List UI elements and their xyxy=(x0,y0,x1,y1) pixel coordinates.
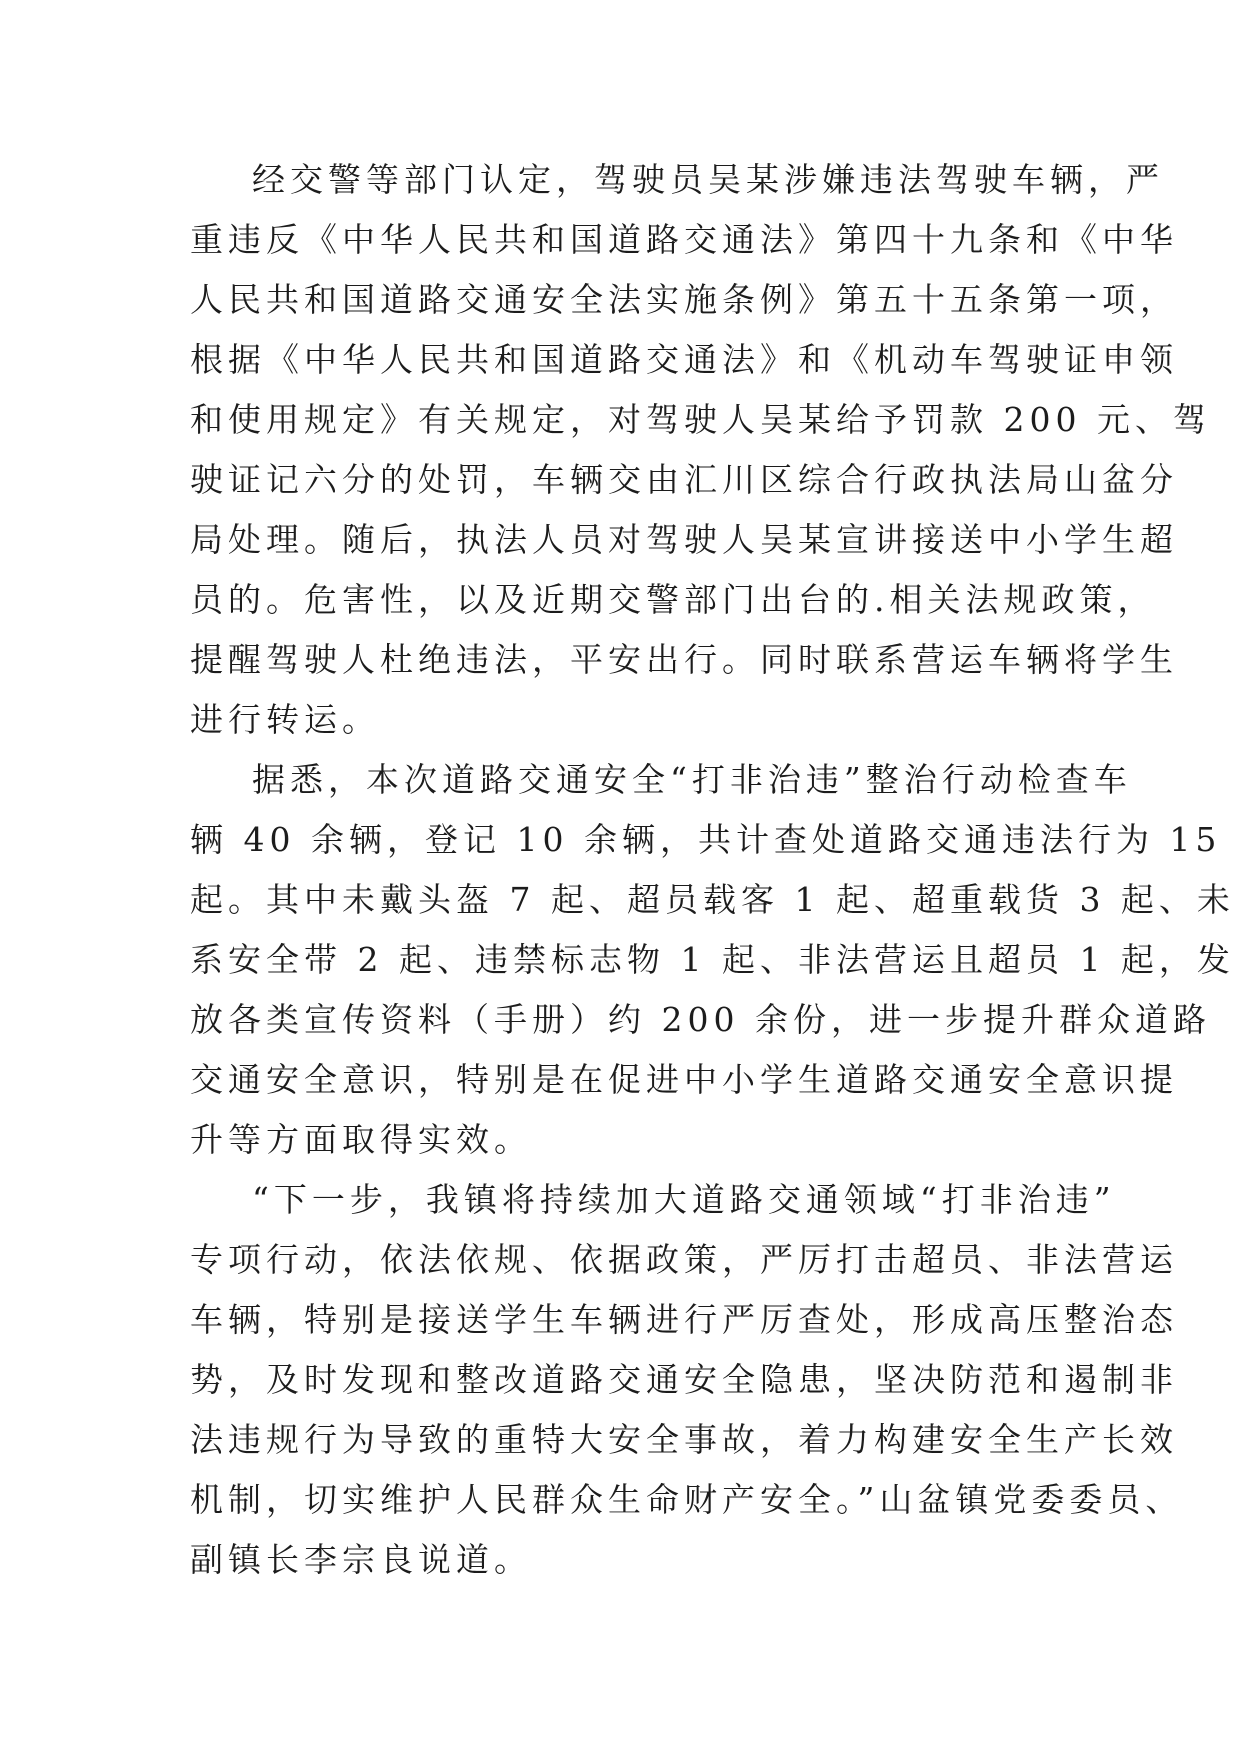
text-line: 和使用规定》有关规定，对驾驶人吴某给予罚款 200 元、驾 xyxy=(190,400,1211,439)
text-line: 副镇长李宗良说道。 xyxy=(190,1540,532,1579)
text-line: “下一步，我镇将持续加大道路交通领域“打非治违” xyxy=(190,1180,1116,1219)
text-line: 放各类宣传资料（手册）约 200 余份，进一步提升群众道路 xyxy=(190,1000,1211,1039)
text-line: 势，及时发现和整改道路交通安全隐患，坚决防范和遏制非 xyxy=(190,1360,1178,1399)
text-line: 局处理。随后，执法人员对驾驶人吴某宣讲接送中小学生超 xyxy=(190,520,1178,559)
text-line: 系安全带 2 起、违禁标志物 1 起、非法营运且超员 1 起，发 xyxy=(190,940,1235,979)
paragraph-2 xyxy=(190,750,1235,1170)
paragraph-3 xyxy=(190,1170,1184,1590)
text-line: 车辆，特别是接送学生车辆进行严厉查处，形成高压整治态 xyxy=(190,1300,1178,1339)
text-line: 员的。危害性，以及近期交警部门出台的.相关法规政策， xyxy=(190,580,1156,619)
text-line: 根据《中华人民共和国道路交通法》和《机动车驾驶证申领 xyxy=(190,340,1178,379)
text-line: 进行转运。 xyxy=(190,700,380,739)
text-line: 重违反《中华人民共和国道路交通法》第四十九条和《中华 xyxy=(190,220,1178,259)
text-line: 升等方面取得实效。 xyxy=(190,1120,532,1159)
text-line: 机制，切实维护人民群众生命财产安全。”山盆镇党委委员、 xyxy=(190,1480,1184,1519)
paragraph-1 xyxy=(190,150,1211,750)
text-line: 提醒驾驶人杜绝违法，平安出行。同时联系营运车辆将学生 xyxy=(190,640,1178,679)
text-line: 经交警等部门认定，驾驶员吴某涉嫌违法驾驶车辆，严 xyxy=(190,160,1164,199)
text-line: 驶证记六分的处罚，车辆交由汇川区综合行政执法局山盆分 xyxy=(190,460,1178,499)
text-line: 法违规行为导致的重特大安全事故，着力构建安全生产长效 xyxy=(190,1420,1178,1459)
document-body xyxy=(190,150,1235,1590)
text-line: 交通安全意识，特别是在促进中小学生道路交通安全意识提 xyxy=(190,1060,1178,1099)
text-line: 人民共和国道路交通安全法实施条例》第五十五条第一项， xyxy=(190,280,1178,319)
text-line: 据悉，本次道路交通安全“打非治违”整治行动检查车 xyxy=(190,760,1132,799)
text-line: 辆 40 余辆，登记 10 余辆，共计查处道路交通违法行为 15 xyxy=(190,820,1222,859)
text-line: 起。其中未戴头盔 7 起、超员载客 1 起、超重载货 3 起、未 xyxy=(190,880,1235,919)
text-line: 专项行动，依法依规、依据政策，严厉打击超员、非法营运 xyxy=(190,1240,1178,1279)
